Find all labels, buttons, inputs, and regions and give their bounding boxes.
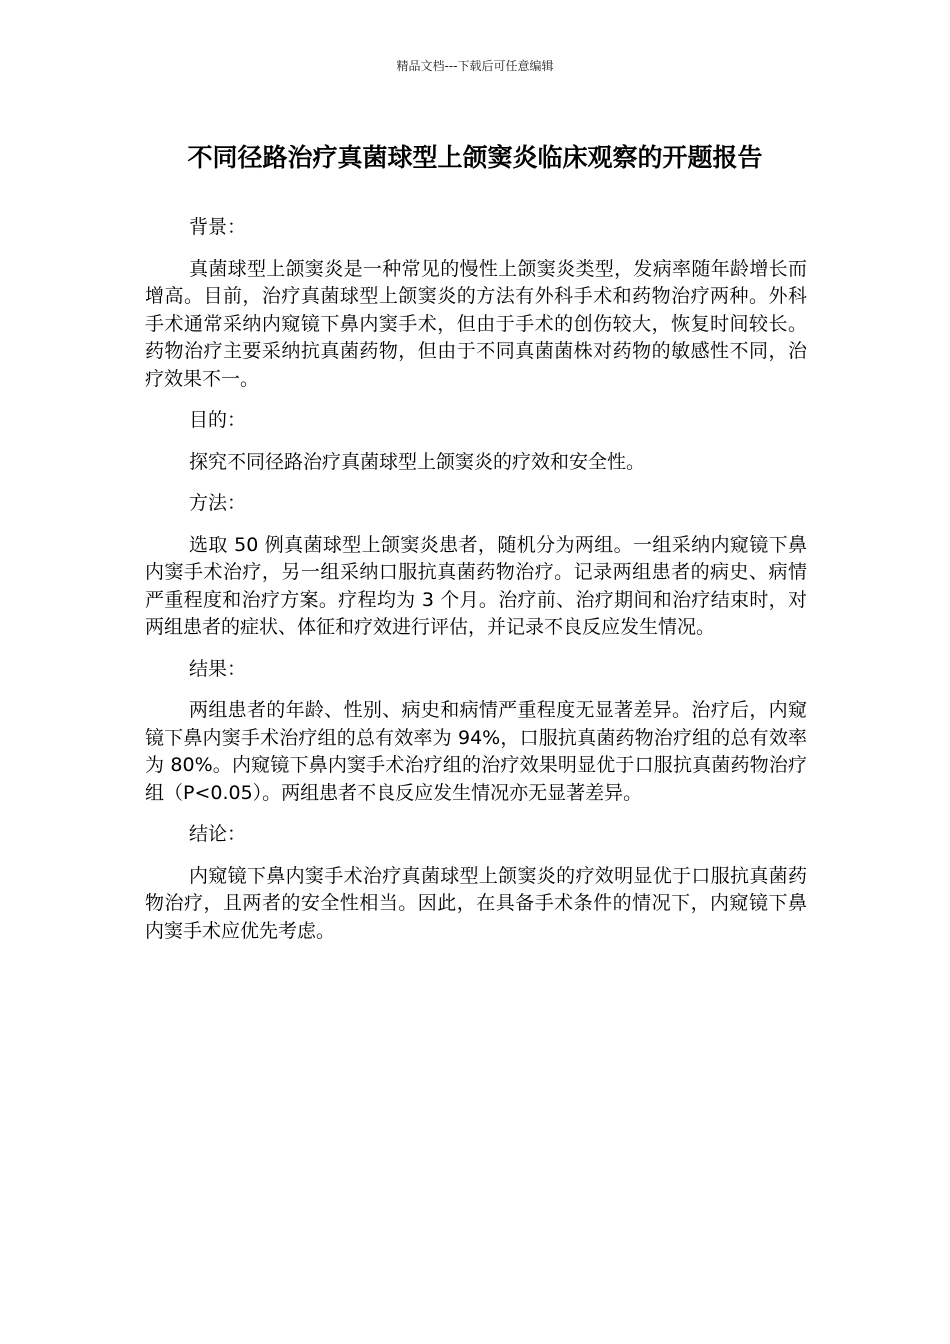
section-heading: 结果：: [189, 657, 247, 680]
section-objective: [145, 407, 807, 476]
section-paragraph: 真菌球型上颌窦炎是一种常见的慢性上颌窦炎类型，发病率随年龄增长而增高。目前，治疗真菌球型上颌窦炎的方法有外科手术和药物治疗两种。外科手术通常采纳内窥镜下鼻内窦手术，但由于手术的创伤较大，恢复时间较长。药物治疗主要采纳抗真菌药物，但由于不同真菌菌株对药物的敏感性不同，治疗效果不一。: [145, 257, 807, 390]
section-heading: 背景：: [189, 216, 247, 238]
section-paragraph: 两组患者的年龄、性别、病史和病情严重程度无显著差异。治疗后，内窥镜下鼻内窦手术治疗组的总有效率为 94%，口服抗真菌药物治疗组的总有效率为 80%。内窥镜下鼻内窦手术治疗组的治疗效果明显优于口服抗真菌药物治疗组（P<0.05）。两组患者不良反应发生情况亦无显著差异。: [145, 699, 807, 804]
section-results: [145, 656, 807, 808]
section-heading: 结论：: [189, 823, 247, 845]
section-paragraph: 内窥镜下鼻内窦手术治疗真菌球型上颌窦炎的疗效明显优于口服抗真菌药物治疗，且两者的安全性相当。因此，在具备手术条件的情况下，内窥镜下鼻内窦手术应优先考虑。: [145, 864, 807, 942]
section-conclusion: [145, 821, 807, 945]
document-body: [145, 214, 807, 959]
section-background: [145, 214, 807, 393]
document-title: 不同径路治疗真菌球型上颌窦炎临床观察的开题报告: [187, 143, 763, 172]
section-paragraph: 选取 50 例真菌球型上颌窦炎患者，随机分为两组。一组采纳内窥镜下鼻内窦手术治疗，另一组采纳口服抗真菌药物治疗。记录两组患者的病史、病情严重程度和治疗方案。疗程均为 3 个月。治疗前、治疗期间和治疗结束时，对两组患者的症状、体征和疗效进行评估，并记录不良反应发生情况。: [145, 533, 807, 638]
section-methods: [145, 490, 807, 642]
header-note: 精品文档---下载后可任意编辑: [396, 59, 554, 73]
section-paragraph: 探究不同径路治疗真菌球型上颌窦炎的疗效和安全性。: [189, 450, 646, 473]
section-heading: 方法：: [189, 492, 247, 514]
section-heading: 目的：: [189, 409, 247, 431]
